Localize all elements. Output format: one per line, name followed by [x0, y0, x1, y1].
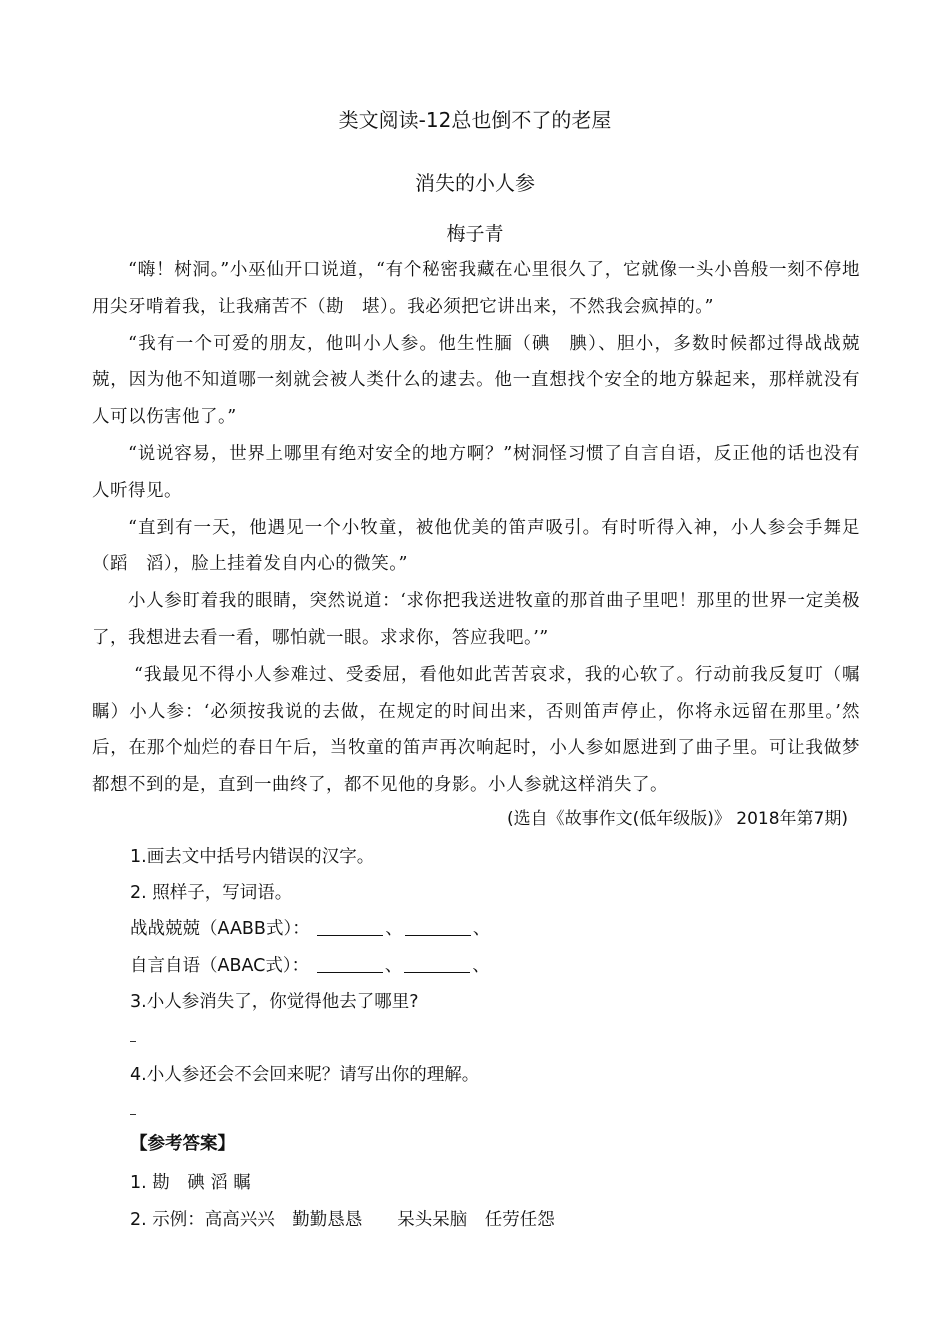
- story-paragraph: “嗨！树洞。”小巫仙开口说道，“有个秘密我藏在心里很久了，它就像一头小兽般一刻不停地用尖牙啃着我，让我痛苦不（勘 堪）。我必须把它讲出来，不然我会疯掉的。”: [92, 260, 860, 317]
- aabb-label: 战战兢兢（AABB式）：: [130, 919, 310, 939]
- question-2: 2. 照样子，写词语。: [130, 883, 293, 903]
- separator: 、: [385, 919, 403, 939]
- source-citation: (选自《故事作文(低年级版)》 2018年第7期): [506, 809, 848, 829]
- answer-2: 2. 示例：高高兴兴 勤勤恳恳 呆头呆脑 任劳任怨: [130, 1210, 555, 1230]
- question-2-abac-row: [130, 952, 850, 977]
- story-paragraph: 小人参盯着我的眼睛，突然说道：‘求你把我送进牧童的那首曲子里吧！那里的世界一定美极了，我想进去看一看，哪怕就一眼。求求你，答应我吧。’”: [92, 591, 860, 648]
- answer-1: 1. 勘 碘 滔 瞩: [130, 1173, 251, 1193]
- question-4: 4.小人参还会不会回来呢？请写出你的理解。: [130, 1065, 480, 1085]
- separator: 、: [384, 956, 403, 976]
- question-3: 3.小人参消失了，你觉得他去了哪里?: [130, 992, 419, 1012]
- abac-label: 自言自语（ABAC式）：: [130, 956, 310, 976]
- series-title: 类文阅读-12总也倒不了的老屋: [338, 108, 612, 132]
- answer-blank[interactable]: [404, 971, 470, 973]
- answer-blank[interactable]: [405, 934, 471, 936]
- story-title: 消失的小人参: [415, 171, 535, 195]
- author-name: 梅子青: [446, 223, 504, 245]
- answer-heading: 【参考答案】: [130, 1134, 235, 1154]
- question-2-aabb-row: [130, 915, 850, 940]
- separator: 、: [472, 919, 491, 939]
- story-paragraph: “说说容易，世界上哪里有绝对安全的地方啊？”树洞怪习惯了自言自语，反正他的话也没有人听得见。: [92, 443, 860, 501]
- answer-line-4[interactable]: [130, 1100, 850, 1120]
- answer-blank[interactable]: [317, 934, 383, 936]
- question-1: 1.画去文中括号内错误的汉字。: [130, 847, 375, 867]
- story-paragraph: “我最见不得小人参难过、受委屈，看他如此苦苦哀求，我的心软了。行动前我反复叮（嘱 瞩）小人参：‘必须按我说的去做，在规定的时间出来，否则笛声停止，你将永远留在那里。’然后，在那个灿烂的春日午后，当牧童的笛声再次响起时，小人参如愿进到了曲子里。可让我做梦都想不到的是，直到一曲终了，都不见他的身影。小人参就这样消失了。: [92, 664, 878, 796]
- story-body: [92, 252, 878, 804]
- answer-blank[interactable]: [317, 971, 383, 973]
- dash-mark: [130, 1114, 136, 1115]
- story-paragraph: “我有一个可爱的朋友，他叫小人参。他生性腼（碘 腆）、胆小，多数时候都过得战战兢兢，因为他不知道哪一刻就会被人类什么的逮去。他一直想找个安全的地方躲起来，那样就没有人可以伤害他了。”: [92, 333, 860, 428]
- answer-line-3[interactable]: [130, 1027, 850, 1047]
- separator: 、: [472, 956, 490, 976]
- dash-mark: [130, 1041, 136, 1042]
- story-paragraph: “直到有一天，他遇见一个小牧童，被他优美的笛声吸引。有时听得入神，小人参会手舞足（蹈 滔），脸上挂着发自内心的微笑。”: [92, 517, 860, 575]
